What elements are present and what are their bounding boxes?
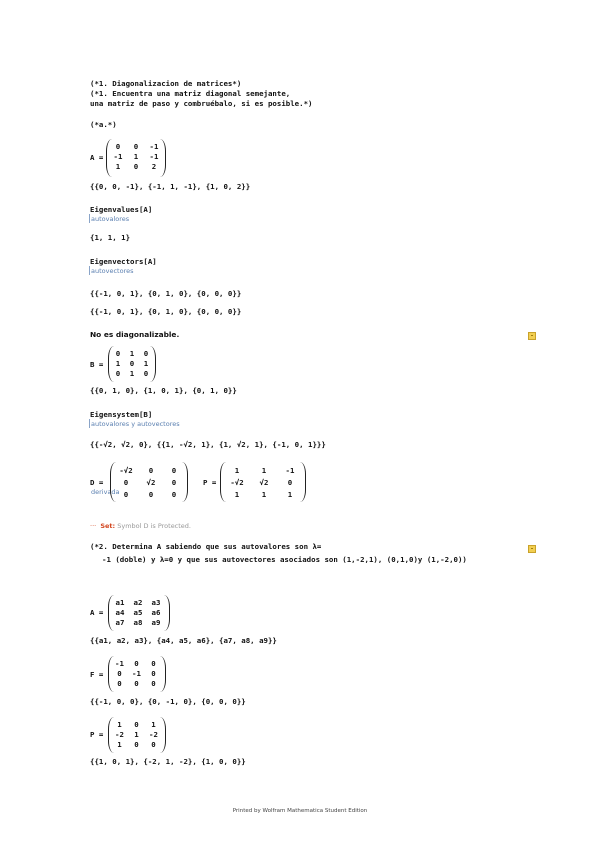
- matrix-cell: 1: [117, 740, 122, 749]
- matrix-cell: 0: [117, 679, 122, 688]
- output-p2: {{1, 0, 1}, {-2, 1, -2}, {1, 0, 0}}: [90, 757, 246, 766]
- not-diagonalizable-text: No es diagonalizable.: [90, 330, 180, 339]
- matrix-cell: -1: [115, 659, 124, 668]
- comment-line-2: (*1. Encuentra una matriz diagonal semejante,: [90, 89, 291, 98]
- matrix-cell: √2: [259, 478, 269, 487]
- footer-text: Printed by Wolfram Mathematica Student Edition: [232, 808, 368, 814]
- matrix-cell: -1: [285, 466, 295, 475]
- eigensystem-hint: autovalores y autovectores: [91, 420, 180, 428]
- matrix-cell: a7: [115, 618, 125, 627]
- eigensystem-command[interactable]: Eigensystem[B]: [90, 410, 153, 419]
- matrix-cell: 0: [115, 349, 121, 358]
- matrix-cell: 1: [261, 466, 267, 475]
- matrix-cell: -1: [132, 669, 141, 678]
- eigenvectors-command[interactable]: Eigenvectors[A]: [90, 257, 157, 266]
- matrix-b: [108, 346, 156, 382]
- matrix-p-label: P =: [203, 478, 217, 487]
- matrix-cell: 0: [151, 669, 156, 678]
- matrix-cell: 1: [129, 349, 135, 358]
- matrix-cell: 0: [115, 369, 121, 378]
- output-f: {{-1, 0, 0}, {0, -1, 0}, {0, 0, 0}}: [90, 697, 246, 706]
- matrix-cell: 1: [234, 466, 240, 475]
- matrix-cell: a1: [115, 598, 125, 607]
- matrix-cell: 1: [133, 152, 139, 161]
- eigenvectors-hint: autovectores: [91, 267, 134, 275]
- warning-icon[interactable]: [528, 332, 536, 340]
- matrix-f-label: F =: [90, 670, 104, 679]
- warning-icon[interactable]: [528, 545, 536, 553]
- matrix-cell: -1: [113, 152, 123, 161]
- matrix-p: [220, 462, 306, 502]
- matrix-p2-label: P =: [90, 730, 104, 739]
- matrix-cell: -1: [149, 142, 159, 151]
- matrix-cell: a5: [133, 608, 143, 617]
- matrix-cell: 0: [151, 659, 156, 668]
- matrix-cell: 0: [148, 466, 154, 475]
- matrix-cell: 0: [115, 142, 121, 151]
- matrix-cell: a6: [151, 608, 161, 617]
- matrix-cell: 0: [117, 669, 122, 678]
- matrix-cell: 1: [117, 720, 122, 729]
- matrix-cell: 0: [129, 359, 135, 368]
- eigenvalues-hint: autovalores: [91, 215, 130, 223]
- matrix-cell: -√2: [230, 478, 244, 487]
- eigensystem-output: {{-√2, √2, 0}, {{1, -√2, 1}, {1, √2, 1}, {-1, 0, 1}}}: [90, 440, 326, 449]
- matrix-cell: 1: [129, 369, 135, 378]
- matrix-cell: 1: [115, 359, 121, 368]
- part2-comment-line-1: (*2. Determina A sabiendo que sus autovalores son λ=: [90, 542, 322, 551]
- matrix-cell: -2: [115, 730, 124, 739]
- matrix-cell: 1: [261, 490, 267, 499]
- eigenvalues-output: {1, 1, 1}: [90, 233, 131, 242]
- matrix-a2: [108, 595, 170, 631]
- matrix-cell: 0: [171, 478, 177, 487]
- matrix-cell: a4: [115, 608, 125, 617]
- matrix-cell: 0: [123, 490, 129, 499]
- matrix-cell: -1: [149, 152, 159, 161]
- matrix-d-label: D =: [90, 478, 104, 487]
- matrix-cell: 0: [148, 490, 154, 499]
- message-tag: Set:: [100, 522, 116, 530]
- matrix-cell: 0: [171, 490, 177, 499]
- matrix-d: [110, 462, 188, 502]
- matrix-d-hint: derivada: [91, 488, 120, 496]
- matrix-cell: 0: [123, 478, 129, 487]
- output-a: {{0, 0, -1}, {-1, 1, -1}, {1, 0, 2}}: [90, 182, 251, 191]
- eigenvectors-output-1: {{-1, 0, 1}, {0, 1, 0}, {0, 0, 0}}: [90, 289, 242, 298]
- matrix-cell: 1: [287, 490, 293, 499]
- error-message: ··· Set: Symbol D is Protected.: [90, 522, 192, 530]
- matrix-cell: 0: [151, 740, 156, 749]
- matrix-cell: -2: [149, 730, 158, 739]
- matrix-cell: 0: [134, 679, 139, 688]
- matrix-cell: 0: [151, 679, 156, 688]
- matrix-cell: 0: [134, 740, 139, 749]
- matrix-cell: 0: [134, 659, 139, 668]
- part2-comment-line-2: -1 (doble) y λ=0 y que sus autovectores asociados son (1,-2,1), (0,1,0)y (1,-2,0)): [102, 555, 467, 564]
- comment-line-3: una matriz de paso y combruébalo, si es posible.*): [90, 99, 313, 108]
- message-text: Symbol D is Protected.: [117, 522, 192, 530]
- output-b: {{0, 1, 0}, {1, 0, 1}, {0, 1, 0}}: [90, 386, 237, 395]
- eigenvalues-command[interactable]: Eigenvalues[A]: [90, 205, 153, 214]
- matrix-cell: a8: [133, 618, 143, 627]
- matrix-a2-label: A =: [90, 608, 104, 617]
- comment-part-a: (*a.*): [90, 120, 117, 129]
- matrix-a-label: A =: [90, 153, 104, 162]
- matrix-cell: 0: [143, 349, 149, 358]
- matrix-cell: 0: [134, 720, 139, 729]
- matrix-p2: [108, 717, 166, 753]
- matrix-cell: 2: [151, 162, 157, 171]
- matrix-cell: 1: [151, 720, 156, 729]
- matrix-cell: a2: [133, 598, 143, 607]
- matrix-cell: 1: [143, 359, 149, 368]
- matrix-cell: 0: [171, 466, 177, 475]
- matrix-cell: a9: [151, 618, 161, 627]
- eigenvectors-output-2: {{-1, 0, 1}, {0, 1, 0}, {0, 0, 0}}: [90, 307, 242, 316]
- comment-title: (*1. Diagonalizacion de matrices*): [90, 79, 242, 88]
- matrix-cell: 0: [143, 369, 149, 378]
- output-a2: {{a1, a2, a3}, {a4, a5, a6}, {a7, a8, a9}}: [90, 636, 277, 645]
- matrix-cell: 0: [133, 142, 139, 151]
- matrix-cell: 0: [287, 478, 293, 487]
- matrix-cell: a3: [151, 598, 161, 607]
- matrix-b-label: B =: [90, 360, 104, 369]
- matrix-cell: √2: [146, 478, 156, 487]
- matrix-a: [106, 139, 166, 177]
- matrix-cell: -√2: [119, 466, 133, 475]
- matrix-cell: 0: [133, 162, 139, 171]
- matrix-cell: 1: [115, 162, 121, 171]
- matrix-cell: 1: [234, 490, 240, 499]
- matrix-cell: 1: [134, 730, 139, 739]
- matrix-f: [108, 656, 166, 692]
